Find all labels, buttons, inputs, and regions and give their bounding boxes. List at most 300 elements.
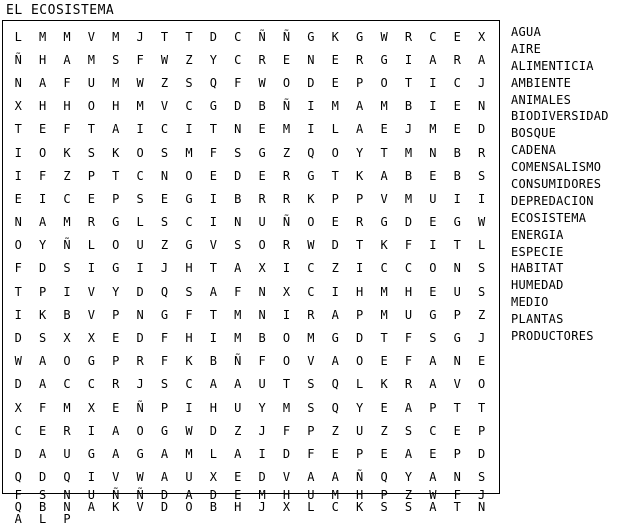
grid-cell[interactable]: Ñ <box>356 470 364 485</box>
grid-cell[interactable]: S <box>307 377 315 392</box>
grid-cell[interactable]: O <box>282 354 291 369</box>
grid-cell[interactable]: Z <box>185 52 193 67</box>
grid-cell[interactable]: C <box>185 99 193 114</box>
grid-cell[interactable]: R <box>258 52 266 67</box>
grid-cell[interactable]: P <box>160 400 169 415</box>
grid-cell[interactable]: U <box>234 400 242 415</box>
grid-cell[interactable]: A <box>356 99 364 114</box>
grid-cell[interactable]: C <box>87 377 95 392</box>
grid-cell[interactable]: Q <box>380 470 388 485</box>
grid-cell[interactable]: Q <box>14 470 22 485</box>
grid-cell[interactable]: Ñ <box>282 29 291 44</box>
grid-cell[interactable]: S <box>307 400 315 415</box>
grid-cell[interactable]: D <box>136 331 144 346</box>
grid-cell[interactable]: A <box>38 446 47 461</box>
grid-cell[interactable]: M <box>38 29 47 44</box>
grid-cell[interactable]: D <box>258 470 266 485</box>
grid-cell[interactable]: M <box>136 99 144 114</box>
grid-cell[interactable]: A <box>234 377 242 392</box>
grid-cell[interactable]: G <box>356 29 364 44</box>
grid-cell[interactable]: Ñ <box>63 238 71 253</box>
grid-cell[interactable]: M <box>185 446 193 461</box>
grid-cell[interactable]: I <box>87 261 95 276</box>
grid-cell[interactable]: E <box>234 487 242 502</box>
grid-cell[interactable]: E <box>453 122 461 137</box>
grid-cell[interactable]: U <box>258 377 266 392</box>
grid-cell[interactable]: A <box>160 446 169 461</box>
grid-cell[interactable]: S <box>160 377 169 392</box>
grid-cell[interactable]: G <box>429 307 437 322</box>
grid-cell[interactable]: P <box>356 191 364 206</box>
grid-cell[interactable]: A <box>209 284 217 299</box>
grid-cell[interactable]: M <box>282 400 291 415</box>
grid-cell[interactable]: N <box>453 261 461 276</box>
grid-cell[interactable]: M <box>404 145 413 160</box>
grid-cell[interactable]: Z <box>380 423 388 438</box>
grid-cell[interactable]: P <box>356 307 364 322</box>
grid-cell[interactable]: R <box>356 215 364 230</box>
grid-cell[interactable]: T <box>14 122 22 137</box>
grid-cell[interactable]: M <box>234 331 242 346</box>
grid-cell[interactable]: R <box>258 191 266 206</box>
grid-cell[interactable]: P <box>331 191 339 206</box>
grid-cell[interactable]: H <box>234 499 242 514</box>
grid-cell[interactable]: P <box>453 307 461 322</box>
grid-cell[interactable]: T <box>478 400 486 415</box>
grid-cell[interactable]: M <box>185 145 193 160</box>
grid-cell[interactable]: X <box>63 331 71 346</box>
grid-cell[interactable]: P <box>307 423 315 438</box>
grid-cell[interactable]: O <box>185 499 193 514</box>
grid-cell[interactable]: G <box>453 215 461 230</box>
grid-cell[interactable]: K <box>331 29 339 44</box>
grid-cell[interactable]: G <box>307 168 315 183</box>
grid-cell[interactable]: E <box>380 446 388 461</box>
grid-cell[interactable]: E <box>258 122 266 137</box>
grid-cell[interactable]: M <box>307 331 315 346</box>
grid-cell[interactable]: T <box>160 29 169 44</box>
grid-cell[interactable]: A <box>356 122 364 137</box>
grid-cell[interactable]: P <box>112 354 120 369</box>
grid-cell[interactable]: Ñ <box>282 99 291 114</box>
grid-cell[interactable]: Ñ <box>14 52 22 67</box>
grid-cell[interactable]: V <box>112 470 120 485</box>
grid-cell[interactable]: A <box>38 377 47 392</box>
grid-cell[interactable]: Q <box>14 499 22 514</box>
grid-cell[interactable]: Z <box>282 145 291 160</box>
grid-cell[interactable]: K <box>356 499 364 514</box>
grid-cell[interactable]: V <box>282 470 291 485</box>
grid-cell[interactable]: I <box>478 191 486 206</box>
grid-cell[interactable]: J <box>478 487 486 502</box>
grid-cell[interactable]: R <box>282 168 291 183</box>
grid-cell[interactable]: K <box>38 307 47 322</box>
grid-cell[interactable]: A <box>185 487 193 502</box>
grid-cell[interactable]: E <box>453 99 461 114</box>
grid-cell[interactable]: E <box>160 191 169 206</box>
grid-cell[interactable]: D <box>234 168 242 183</box>
grid-cell[interactable]: W <box>160 52 169 67</box>
grid-cell[interactable]: A <box>38 75 47 90</box>
grid-cell[interactable]: N <box>234 122 242 137</box>
grid-cell[interactable]: Z <box>160 75 169 90</box>
grid-cell[interactable]: I <box>429 75 437 90</box>
grid-cell[interactable]: Q <box>331 400 339 415</box>
grid-cell[interactable]: Ñ <box>112 487 120 502</box>
grid-cell[interactable]: B <box>404 168 413 183</box>
grid-cell[interactable]: I <box>429 238 437 253</box>
grid-cell[interactable]: D <box>209 487 217 502</box>
grid-cell[interactable]: V <box>87 307 95 322</box>
grid-cell[interactable]: A <box>307 470 315 485</box>
grid-cell[interactable]: E <box>38 423 47 438</box>
grid-cell[interactable]: L <box>307 499 315 514</box>
grid-cell[interactable]: E <box>209 168 217 183</box>
grid-cell[interactable]: C <box>63 377 71 392</box>
grid-cell[interactable]: U <box>429 191 437 206</box>
grid-cell[interactable]: G <box>136 446 144 461</box>
grid-cell[interactable]: P <box>478 423 486 438</box>
grid-cell[interactable]: O <box>38 145 47 160</box>
grid-cell[interactable]: G <box>307 29 315 44</box>
grid-cell[interactable]: C <box>136 168 144 183</box>
grid-cell[interactable]: C <box>14 423 22 438</box>
grid-cell[interactable]: B <box>453 168 461 183</box>
grid-cell[interactable]: Z <box>234 423 242 438</box>
grid-cell[interactable]: P <box>112 191 120 206</box>
grid-cell[interactable]: O <box>282 331 291 346</box>
grid-cell[interactable]: Z <box>478 307 486 322</box>
grid-cell[interactable]: A <box>112 446 120 461</box>
grid-cell[interactable]: I <box>14 145 22 160</box>
grid-cell[interactable]: K <box>63 145 71 160</box>
grid-cell[interactable]: C <box>429 423 437 438</box>
grid-cell[interactable]: F <box>282 423 291 438</box>
grid-cell[interactable]: C <box>404 261 413 276</box>
grid-cell[interactable]: U <box>404 307 413 322</box>
grid-cell[interactable]: Z <box>63 168 71 183</box>
grid-cell[interactable]: C <box>307 284 315 299</box>
grid-cell[interactable]: S <box>160 145 169 160</box>
grid-cell[interactable]: V <box>136 499 144 514</box>
grid-cell[interactable]: F <box>63 122 71 137</box>
grid-cell[interactable]: D <box>160 499 169 514</box>
grid-cell[interactable]: D <box>38 470 47 485</box>
grid-cell[interactable]: I <box>209 331 217 346</box>
grid-cell[interactable]: Y <box>404 470 413 485</box>
grid-cell[interactable]: S <box>429 331 437 346</box>
grid-cell[interactable]: F <box>453 487 461 502</box>
grid-cell[interactable]: M <box>404 191 413 206</box>
grid-cell[interactable]: J <box>136 377 144 392</box>
grid-cell[interactable]: O <box>136 423 144 438</box>
grid-cell[interactable]: D <box>14 446 22 461</box>
grid-cell[interactable]: W <box>136 75 144 90</box>
grid-cell[interactable]: W <box>136 470 144 485</box>
grid-cell[interactable]: X <box>282 284 291 299</box>
grid-cell[interactable]: D <box>160 487 169 502</box>
grid-cell[interactable]: X <box>14 400 22 415</box>
grid-cell[interactable]: N <box>307 52 315 67</box>
grid-cell[interactable]: S <box>404 423 413 438</box>
grid-cell[interactable]: I <box>282 261 291 276</box>
grid-cell[interactable]: K <box>380 377 388 392</box>
grid-cell[interactable]: G <box>112 215 120 230</box>
grid-cell[interactable]: L <box>87 238 95 253</box>
grid-cell[interactable]: E <box>429 284 437 299</box>
grid-cell[interactable]: N <box>429 145 437 160</box>
grid-cell[interactable]: S <box>380 499 388 514</box>
grid-cell[interactable]: N <box>160 168 169 183</box>
grid-cell[interactable]: O <box>356 354 364 369</box>
grid-cell[interactable]: J <box>478 75 486 90</box>
grid-cell[interactable]: T <box>356 238 364 253</box>
grid-cell[interactable]: I <box>404 52 413 67</box>
grid-cell[interactable]: I <box>209 191 217 206</box>
grid-cell[interactable]: L <box>136 215 144 230</box>
grid-cell[interactable]: L <box>331 122 339 137</box>
grid-cell[interactable]: Y <box>356 400 364 415</box>
grid-cell[interactable]: M <box>112 29 120 44</box>
grid-cell[interactable]: E <box>380 400 388 415</box>
grid-cell[interactable]: N <box>258 284 266 299</box>
grid-cell[interactable]: N <box>258 307 266 322</box>
grid-cell[interactable]: G <box>87 354 95 369</box>
grid-cell[interactable]: H <box>356 284 364 299</box>
grid-cell[interactable]: O <box>14 238 22 253</box>
grid-cell[interactable]: A <box>404 446 413 461</box>
grid-cell[interactable]: G <box>185 238 193 253</box>
grid-cell[interactable]: M <box>380 99 388 114</box>
grid-cell[interactable]: I <box>14 168 22 183</box>
grid-cell[interactable]: M <box>331 487 339 502</box>
grid-cell[interactable]: A <box>38 354 47 369</box>
grid-cell[interactable]: M <box>63 215 71 230</box>
grid-cell[interactable]: D <box>404 215 413 230</box>
grid-cell[interactable]: F <box>404 354 413 369</box>
grid-cell[interactable]: D <box>478 122 486 137</box>
grid-cell[interactable]: R <box>282 191 291 206</box>
grid-cell[interactable]: S <box>234 145 242 160</box>
grid-cell[interactable]: V <box>87 284 95 299</box>
grid-cell[interactable]: L <box>356 377 364 392</box>
grid-cell[interactable]: B <box>453 145 461 160</box>
grid-cell[interactable]: S <box>112 52 120 67</box>
grid-cell[interactable]: V <box>453 377 461 392</box>
grid-cell[interactable]: G <box>112 261 120 276</box>
grid-cell[interactable]: K <box>112 145 120 160</box>
grid-cell[interactable]: R <box>136 354 144 369</box>
grid-cell[interactable]: E <box>331 215 339 230</box>
grid-cell[interactable]: F <box>14 261 22 276</box>
grid-cell[interactable]: F <box>160 354 169 369</box>
grid-cell[interactable]: A <box>234 261 242 276</box>
grid-cell[interactable]: B <box>404 99 413 114</box>
grid-cell[interactable]: X <box>14 99 22 114</box>
grid-cell[interactable]: R <box>87 215 95 230</box>
grid-cell[interactable]: V <box>160 99 169 114</box>
grid-cell[interactable]: G <box>209 99 217 114</box>
grid-cell[interactable]: S <box>38 331 47 346</box>
grid-cell[interactable]: W <box>478 215 486 230</box>
grid-cell[interactable]: A <box>331 354 339 369</box>
grid-cell[interactable]: E <box>453 29 461 44</box>
grid-cell[interactable]: U <box>453 284 461 299</box>
grid-cell[interactable]: E <box>38 122 47 137</box>
grid-cell[interactable]: H <box>356 487 364 502</box>
grid-cell[interactable]: C <box>185 215 193 230</box>
grid-cell[interactable]: C <box>429 29 437 44</box>
grid-cell[interactable]: F <box>404 331 413 346</box>
grid-cell[interactable]: S <box>185 284 193 299</box>
grid-cell[interactable]: F <box>234 75 242 90</box>
grid-cell[interactable]: U <box>87 75 95 90</box>
grid-cell[interactable]: O <box>331 145 339 160</box>
grid-cell[interactable]: W <box>380 29 388 44</box>
grid-cell[interactable]: P <box>429 400 437 415</box>
grid-cell[interactable]: T <box>453 499 461 514</box>
grid-cell[interactable]: O <box>136 145 144 160</box>
grid-cell[interactable]: D <box>282 446 291 461</box>
grid-cell[interactable]: N <box>453 354 461 369</box>
grid-cell[interactable]: R <box>282 238 291 253</box>
grid-cell[interactable]: D <box>14 377 22 392</box>
grid-cell[interactable]: U <box>136 238 144 253</box>
grid-cell[interactable]: P <box>38 284 47 299</box>
grid-cell[interactable]: G <box>160 307 169 322</box>
grid-cell[interactable]: B <box>63 307 71 322</box>
grid-cell[interactable]: H <box>38 52 47 67</box>
grid-cell[interactable]: D <box>331 238 339 253</box>
grid-cell[interactable]: X <box>209 470 217 485</box>
grid-cell[interactable]: F <box>185 307 193 322</box>
grid-cell[interactable]: C <box>234 29 242 44</box>
grid-cell[interactable]: E <box>234 470 242 485</box>
grid-cell[interactable]: F <box>258 354 266 369</box>
grid-cell[interactable]: I <box>87 423 95 438</box>
grid-cell[interactable]: Q <box>331 377 339 392</box>
grid-cell[interactable]: R <box>356 52 364 67</box>
grid-cell[interactable]: L <box>209 446 217 461</box>
grid-cell[interactable]: N <box>14 215 22 230</box>
grid-cell[interactable]: E <box>14 191 22 206</box>
grid-cell[interactable]: F <box>63 75 71 90</box>
grid-cell[interactable]: M <box>87 52 95 67</box>
grid-cell[interactable]: J <box>160 261 169 276</box>
grid-cell[interactable]: E <box>112 400 120 415</box>
grid-cell[interactable]: C <box>234 52 242 67</box>
grid-cell[interactable]: D <box>209 29 217 44</box>
grid-cell[interactable]: U <box>63 446 71 461</box>
grid-cell[interactable]: P <box>356 446 364 461</box>
grid-cell[interactable]: A <box>478 52 486 67</box>
grid-cell[interactable]: F <box>234 284 242 299</box>
grid-cell[interactable]: A <box>429 354 437 369</box>
grid-cell[interactable]: J <box>258 499 266 514</box>
grid-cell[interactable]: N <box>478 499 486 514</box>
grid-cell[interactable]: Ñ <box>136 400 144 415</box>
grid-cell[interactable]: K <box>356 168 364 183</box>
grid-cell[interactable]: H <box>404 284 413 299</box>
grid-cell[interactable]: A <box>429 470 437 485</box>
grid-cell[interactable]: T <box>209 122 217 137</box>
grid-cell[interactable]: O <box>429 261 437 276</box>
grid-cell[interactable]: T <box>404 75 413 90</box>
grid-cell[interactable]: V <box>307 354 315 369</box>
grid-cell[interactable]: T <box>282 377 291 392</box>
grid-cell[interactable]: S <box>478 284 486 299</box>
grid-cell[interactable]: R <box>478 145 486 160</box>
grid-cell[interactable]: T <box>380 331 388 346</box>
grid-cell[interactable]: N <box>136 307 144 322</box>
grid-cell[interactable]: Q <box>307 145 315 160</box>
grid-cell[interactable]: I <box>185 122 193 137</box>
grid-cell[interactable]: G <box>258 145 266 160</box>
grid-cell[interactable]: Z <box>160 238 169 253</box>
grid-cell[interactable]: X <box>87 331 95 346</box>
grid-cell[interactable]: L <box>14 29 22 44</box>
grid-cell[interactable]: H <box>185 261 193 276</box>
grid-cell[interactable]: E <box>331 52 339 67</box>
grid-cell[interactable]: M <box>380 307 388 322</box>
grid-cell[interactable]: N <box>478 99 486 114</box>
grid-cell[interactable]: W <box>258 75 266 90</box>
grid-cell[interactable]: A <box>63 52 71 67</box>
grid-cell[interactable]: I <box>453 191 461 206</box>
grid-cell[interactable]: N <box>234 215 242 230</box>
grid-cell[interactable]: M <box>234 307 242 322</box>
grid-cell[interactable]: I <box>307 122 315 137</box>
grid-cell[interactable]: Ñ <box>282 215 291 230</box>
grid-cell[interactable]: C <box>380 261 388 276</box>
grid-cell[interactable]: D <box>478 446 486 461</box>
grid-cell[interactable]: F <box>307 446 315 461</box>
grid-cell[interactable]: O <box>380 75 388 90</box>
grid-cell[interactable]: Ñ <box>136 487 144 502</box>
grid-cell[interactable]: H <box>63 99 71 114</box>
grid-cell[interactable]: O <box>112 238 120 253</box>
grid-cell[interactable]: J <box>258 423 266 438</box>
grid-cell[interactable]: U <box>307 487 315 502</box>
grid-cell[interactable]: P <box>356 75 364 90</box>
grid-cell[interactable]: E <box>453 423 461 438</box>
grid-cell[interactable]: M <box>282 122 291 137</box>
grid-cell[interactable]: D <box>356 331 364 346</box>
grid-cell[interactable]: D <box>234 99 242 114</box>
grid-cell[interactable]: D <box>209 423 217 438</box>
grid-cell[interactable]: F <box>404 238 413 253</box>
grid-cell[interactable]: I <box>136 122 144 137</box>
grid-cell[interactable]: U <box>185 470 193 485</box>
grid-cell[interactable]: A <box>404 400 413 415</box>
grid-cell[interactable]: A <box>331 307 339 322</box>
grid-cell[interactable]: S <box>404 499 413 514</box>
grid-cell[interactable]: E <box>429 168 437 183</box>
grid-cell[interactable]: G <box>331 331 339 346</box>
grid-cell[interactable]: I <box>63 284 71 299</box>
grid-cell[interactable]: N <box>14 75 22 90</box>
grid-cell[interactable]: F <box>38 168 47 183</box>
grid-cell[interactable]: S <box>136 191 144 206</box>
grid-cell[interactable]: T <box>112 168 120 183</box>
grid-cell[interactable]: G <box>185 191 193 206</box>
grid-cell[interactable]: S <box>185 75 193 90</box>
grid-cell[interactable]: E <box>380 354 388 369</box>
grid-cell[interactable]: X <box>282 499 291 514</box>
grid-cell[interactable]: I <box>14 307 22 322</box>
grid-cell[interactable]: M <box>380 284 388 299</box>
grid-cell[interactable]: M <box>429 122 437 137</box>
